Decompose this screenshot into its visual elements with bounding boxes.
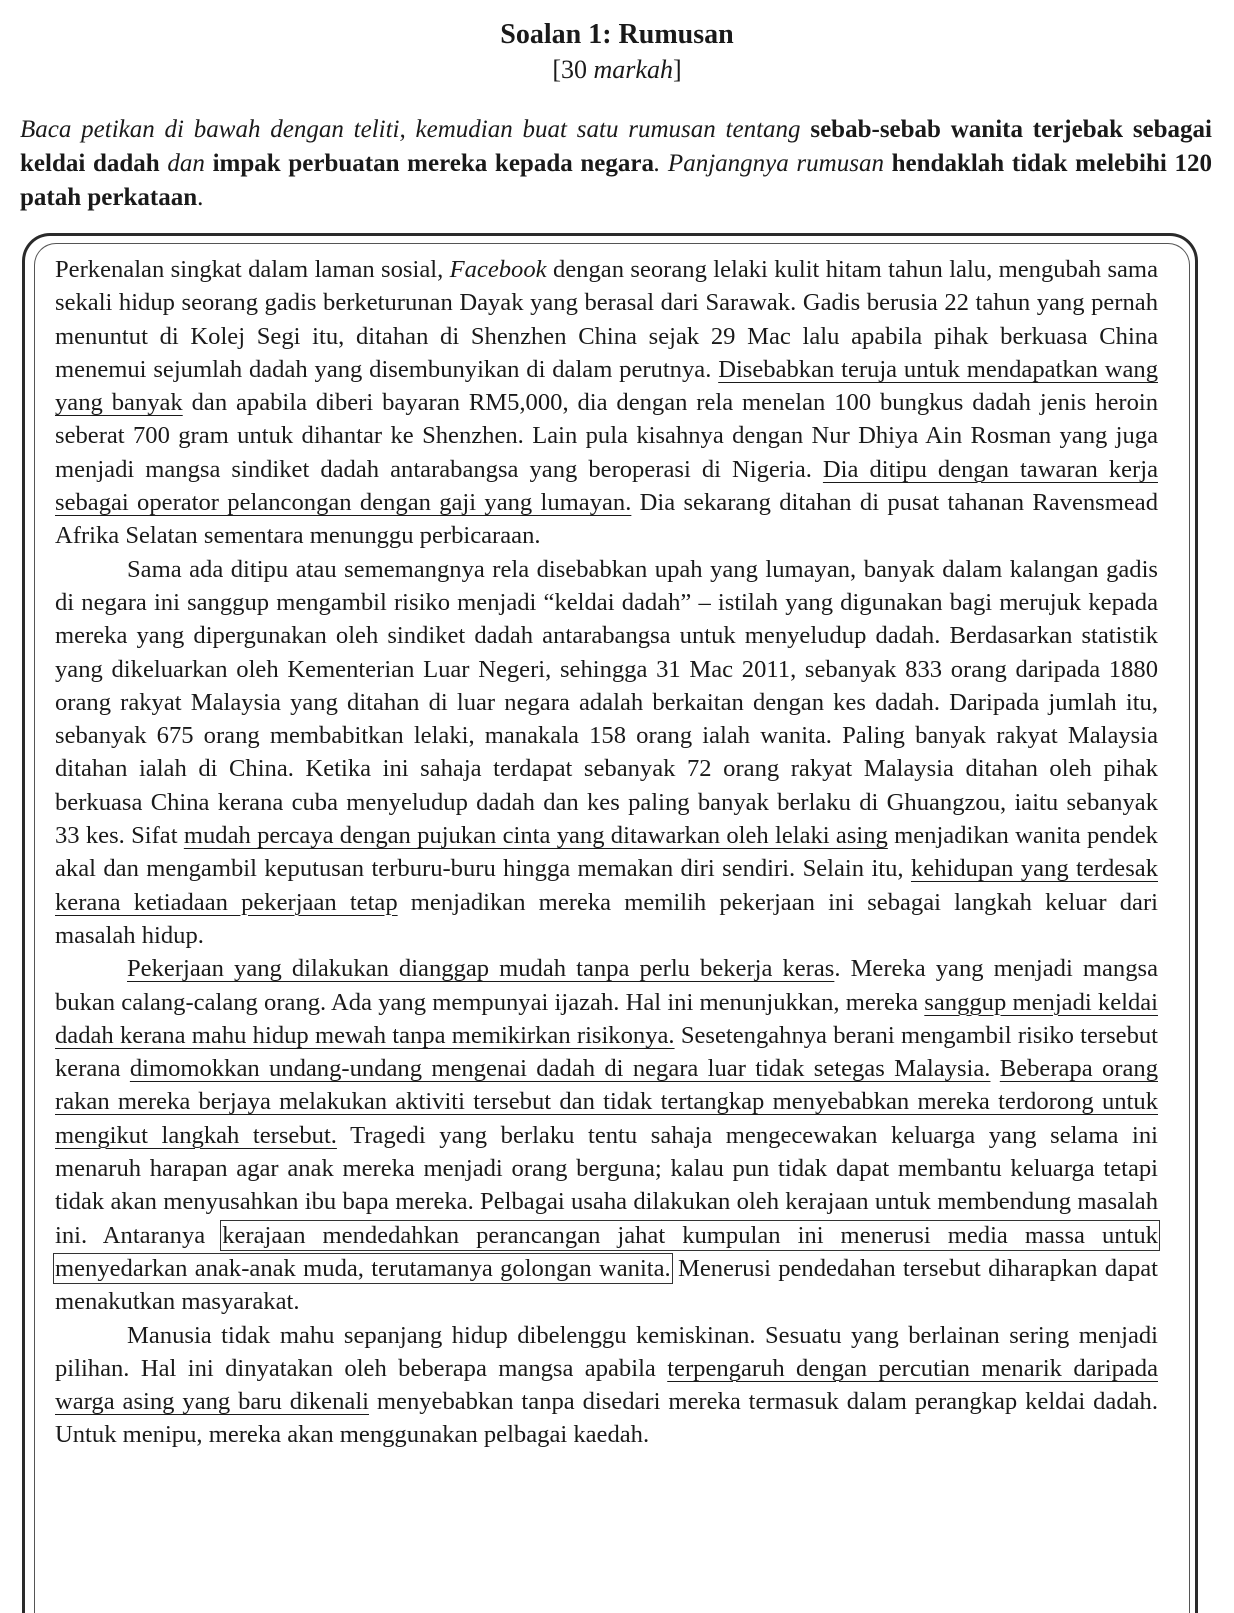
underlined-point: Disebabkan teruja untuk mendapatkan wang yang banyak (55, 355, 1158, 417)
underlined-point: Pekerjaan yang dilakukan dianggap mudah tanpa perlu bekerja keras (127, 955, 835, 983)
question-header (0, 18, 1234, 86)
passage-paragraph-4: Manusia tidak mahu sepanjang hidup dibelenggu kemiskinan. Sesuatu yang berlainan sering menjadi pilihan. Hal ini dinyatakan oleh beberapa mangsa apabila terpengaruh dengan percutian menarik daripada warga asing yang baru dikenali menyebabkan tanpa disedari mereka termasuk dalam perangkap keldai dadah. Untuk menipu, mereka akan menggunakan pelbagai kaedah. (55, 1321, 1158, 1449)
passage-paragraph-1: Perkenalan singkat dalam laman sosial, Facebook dengan seorang lelaki kulit hitam tahun lalu, mengubah sama sekali hidup seorang gadis berketurunan Dayak yang berasal dari Sarawak. Gadis berusia 22 tahun yang pernah menuntut di Kolej Segi itu, ditahan di Shenzhen China sejak 29 Mac lalu apabila pihak berkuasa China menemui sejumlah dadah yang disembunyikan di dalam perutnya. Disebabkan teruja untuk mendapatkan wang yang banyak dan apabila diberi bayaran RM5,000, dia dengan rela menelan 100 bungkus dadah jenis heroin seberat 700 gram untuk dihantar ke Shenzhen. Lain pula kisahnya dengan Nur Dhiya Ain Rosman yang juga menjadi mangsa sindiket dadah antarabangsa yang beroperasi di Nigeria. Dia ditipu dengan tawaran kerja sebagai operator pelancongan dengan gaji yang lumayan. Dia sekarang ditahan di pusat tahanan Ravensmead Afrika Selatan sementara menunggu perbicaraan. (55, 256, 1158, 550)
marks-label: markah (593, 55, 673, 84)
instruction-paragraph: Baca petikan di bawah dengan teliti, kemudian buat satu rumusan tentang sebab-sebab wanita terjebak sebagai keldai dadah dan impak perbuatan mereka kepada negara. Panjangnya rumusan hendaklah tidak melebihi 120 patah perkataan. (20, 116, 1212, 211)
underlined-point: kehidupan yang terdesak kerana ketiadaan pekerjaan tetap (55, 855, 1158, 916)
question-marks: [30 markah] (552, 55, 682, 84)
underlined-point: Dia ditipu dengan tawaran kerja sebagai operator pelancongan dengan gaji yang lumayan. (55, 455, 1158, 517)
passage-paragraph-3: Pekerjaan yang dilakukan dianggap mudah tanpa perlu bekerja keras. Mereka yang menjadi mangsa bukan calang-calang orang. Ada yang mempunyai ijazah. Hal ini menunjukkan, mereka sanggup menjadi keldai dadah kerana mahu hidup mewah tanpa memikirkan risikonya. Sesetengahnya berani mengambil risiko tersebut kerana dimomokkan undang-undang mengenai dadah di negara luar tidak setegas Malaysia. Beberapa orang rakan mereka berjaya melakukan aktiviti tersebut dan tidak tertangkap menyebabkan mereka terdorong untuk mengikut langkah tersebut. Tragedi yang berlaku tentu sahaja mengecewakan keluarga yang selama ini menaruh harapan agar anak mereka menjadi orang berguna; kalau pun tidak dapat membantu keluarga tetapi tidak akan menyusahkan ibu bapa mereka. Pelbagai usaha dilakukan oleh kerajaan untuk membendung masalah ini. Antaranya kerajaan mendedahkan perancangan jahat kumpulan ini menerusi media massa untuk menyedarkan anak-anak muda, terutamanya golongan wanita. Menerusi pendedahan tersebut diharapkan dapat menakutkan masyarakat. (55, 955, 1158, 1316)
question-title: Soalan 1: Rumusan (500, 19, 734, 50)
underlined-point: mudah percaya dengan pujukan cinta yang ditawarkan oleh lelaki asing (183, 822, 888, 850)
boxed-point: kerajaan mendedahkan perancangan jahat kumpulan ini menerusi media massa untuk menyedarkan anak-anak muda, terutamanya golongan wanita. (55, 1221, 1158, 1282)
passage-text (55, 253, 1158, 1452)
underlined-point: sanggup menjadi keldai dadah kerana mahu hidup mewah tanpa memikirkan risikonya. (55, 988, 1158, 1049)
underlined-point: dimomokkan undang-undang mengenai dadah di negara luar tidak setegas Malaysia. (129, 1055, 991, 1083)
passage-paragraph-2: Sama ada ditipu atau sememangnya rela disebabkan upah yang lumayan, banyak dalam kalangan gadis di negara ini sanggup mengambil risiko menjadi “keldai dadah” – istilah yang digunakan bagi merujuk kepada mereka yang dipergunakan oleh sindiket dadah antarabangsa untuk menyeludup dadah. Berdasarkan statistik yang dikeluarkan oleh Kementerian Luar Negeri, sehingga 31 Mac 2011, sebanyak 833 orang daripada 1880 orang rakyat Malaysia yang ditahan di luar negara adalah berkaitan dengan kes dadah. Daripada jumlah itu, sebanyak 675 orang membabitkan lelaki, manakala 158 orang ialah wanita. Paling banyak rakyat Malaysia ditahan ialah di China. Ketika ini sahaja terdapat sebanyak 72 orang rakyat Malaysia ditahan oleh pihak berkuasa China kerana cuba menyeludup dadah dan kes paling banyak berlaku di Ghuangzou, iaitu sebanyak 33 kes. Sifat mudah percaya dengan pujukan cinta yang ditawarkan oleh lelaki asing menjadikan wanita pendek akal dan mengambil keputusan terburu-buru hingga memakan diri sendiri. Selain itu, kehidupan yang terdesak kerana ketiadaan pekerjaan tetap menjadikan mereka memilih pekerjaan ini sebagai langkah keluar dari masalah hidup. (55, 555, 1158, 949)
underlined-point: Beberapa orang rakan mereka berjaya melakukan aktiviti tersebut dan tidak tertangkap menyebabkan mereka terdorong untuk mengikut langkah tersebut. (55, 1055, 1158, 1149)
underlined-point: terpengaruh dengan percutian menarik daripada warga asing yang baru dikenali (55, 1354, 1158, 1416)
